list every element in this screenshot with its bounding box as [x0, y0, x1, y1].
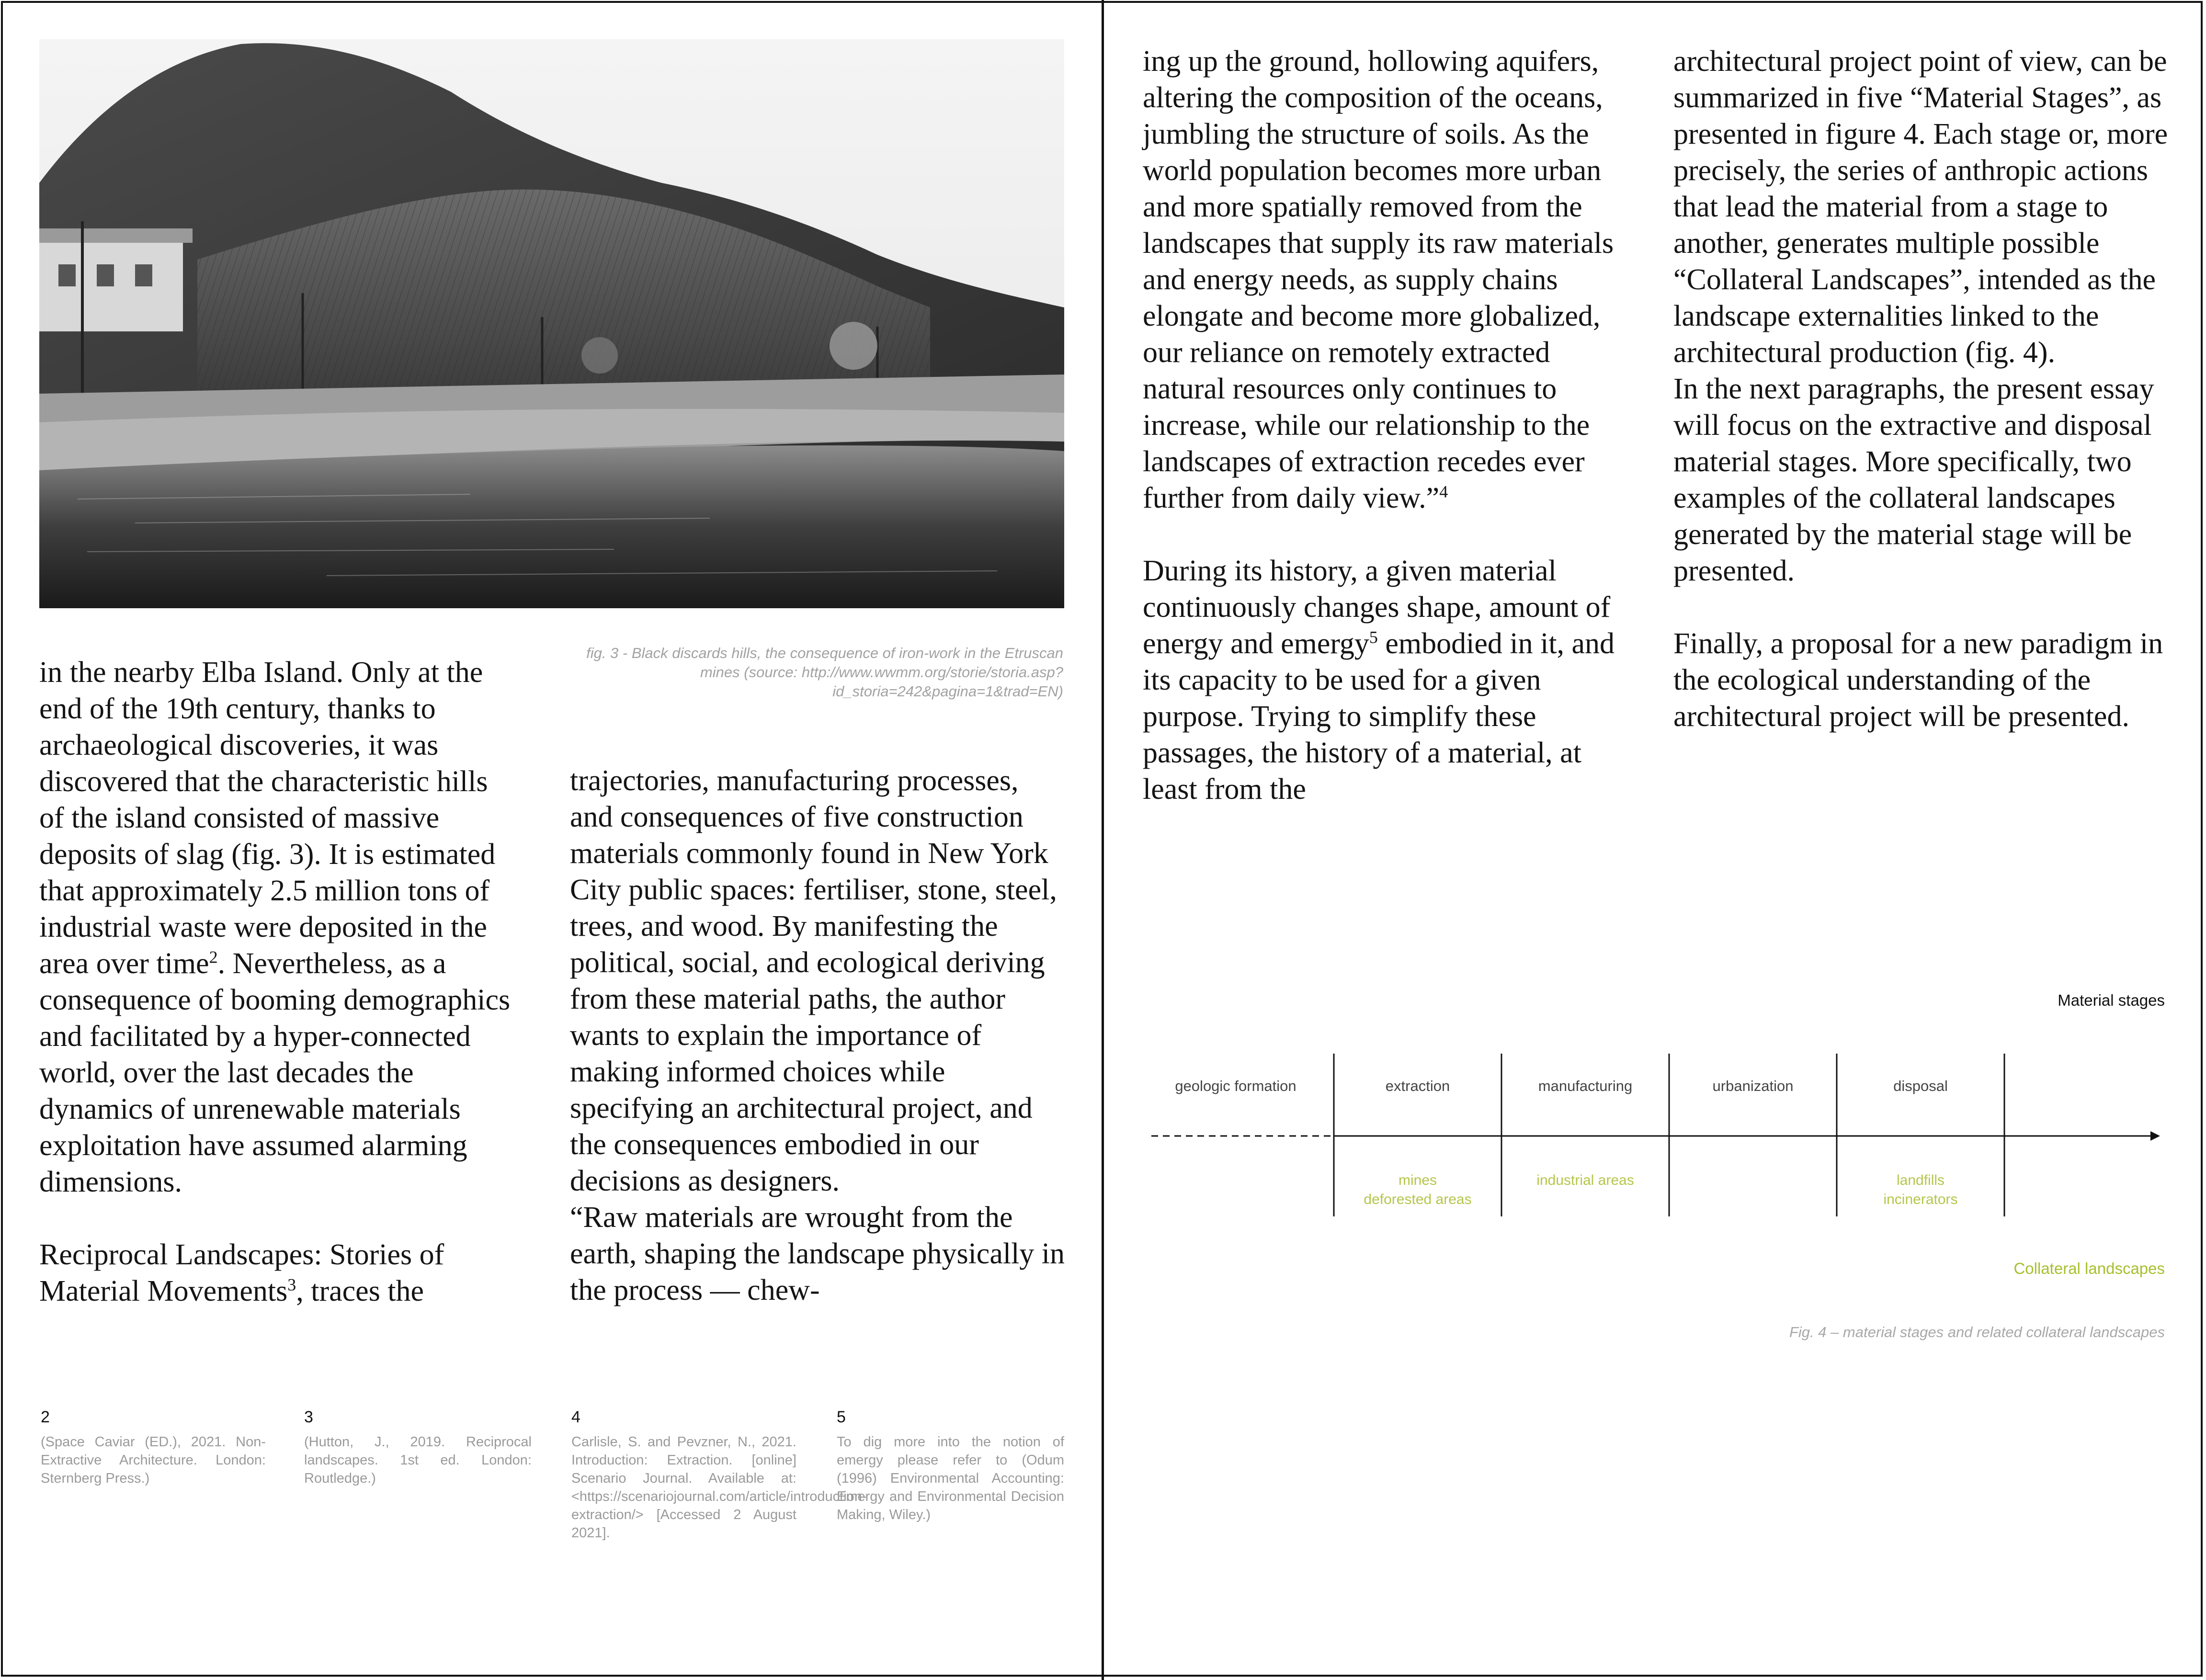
- figure-3-photo: [39, 39, 1064, 608]
- right-col2-paragraph-2: In the next paragraphs, the present essay will focus on the extractive and disposal material stages. More specifically, two examples of the collateral landscapes generated by the material stage will be presented.: [1673, 373, 2154, 587]
- left-col1-p2-text-b: , traces the: [296, 1275, 424, 1307]
- diagram-lines: [1140, 977, 2174, 1341]
- left-col1-paragraph-1: [39, 654, 518, 1200]
- footnote-ref-5: 5: [1369, 627, 1378, 647]
- stage-manufacturing: manufacturing: [1538, 1078, 1633, 1094]
- footnote-text: (Space Caviar (ED.), 2021. Non-Extractive Architecture. London: Sternberg Press.): [41, 1434, 266, 1486]
- footnote-number: 4: [571, 1408, 580, 1426]
- footnote-text: (Hutton, J., 2019. Reciprocal landscapes. 1st ed. London: Routledge.): [304, 1434, 532, 1486]
- stage-urbanization: urbanization: [1712, 1078, 1794, 1094]
- right-page-column-1: [1143, 43, 1638, 807]
- footnote-number: 5: [837, 1408, 846, 1426]
- footnote-text: Carlisle, S. and Pevzner, N., 2021. Introduction: Extraction. [online] Scenario Journal. Available at: <https://scenariojournal.com/article/introduction-extraction/> [Accessed 2 August 2021].: [571, 1434, 867, 1541]
- footnote-text: To dig more into the notion of emergy please refer to (Odum (1996) Environmental Accounting: Emergy and Environmental Decision Making, Wiley.): [837, 1434, 1064, 1522]
- right-col1-paragraph-2: [1143, 553, 1638, 807]
- left-col1-p1-text: in the nearby Elba Island. Only at the end of the 19th century, thanks to archaeological discoveries, it was discovered that the characteristic hills of the island consisted of massive deposits of slag (fig. 3). It is estimated that approximately 2.5 million tons of industrial waste were deposited in the area over time: [39, 656, 496, 980]
- left-col1-paragraph-2: [39, 1237, 518, 1309]
- left-col1-p2-text: Reciprocal Landscapes: Stories of Material Movements: [39, 1238, 444, 1307]
- figure-3-caption: fig. 3 - Black discards hills, the consequence of iron-work in the Etruscan mines (source: http://www.wwmm.org/storie/storia.asp?id_storia=242&pagina=1&trad=EN): [586, 645, 1063, 700]
- collateral-disposal: landfills incinerators: [1883, 1172, 1958, 1207]
- page-gutter-divider: [1102, 0, 1104, 1680]
- right-col1-p1-text: ing up the ground, hollowing aquifers, altering the composition of the oceans, jumbling the structure of soils. As the world population becomes more urban and more spatially removed from the landscapes that supply its raw materials and energy needs, as supply chains elongate and become more globalized, our reliance on remotely extracted natural resources only continues to increase, while our relationship to the landscapes of extraction recedes ever further from daily view.”: [1143, 45, 1614, 514]
- figure-4-caption: Fig. 4 – material stages and related collateral landscapes: [1789, 1324, 2165, 1340]
- collateral-manufacturing: industrial areas: [1536, 1172, 1634, 1188]
- right-col2-paragraph-1: architectural project point of view, can be summarized in five “Material Stages”, as presented in figure 4. Each stage or, more precisely, the series of anthropic actions that lead the material from a stage to another, generates multiple possible “Collateral Landscapes”, intended as the landscape externalities linked to the architectural production (fig. 4).: [1673, 45, 2168, 369]
- footnote-number: 2: [41, 1408, 50, 1426]
- stage-extraction: extraction: [1385, 1078, 1450, 1094]
- right-col2-paragraph-3: Finally, a proposal for a new paradigm in the ecological understanding of the architectural project will be presented.: [1673, 627, 2163, 733]
- left-col2-paragraph-2: “Raw materials are wrought from the earth, shaping the landscape physically in the process — chew-: [570, 1201, 1065, 1306]
- left-col1-p1-text-b: . Nevertheless, as a consequence of booming demographics and facilitated by a hyper-connected world, over the last decades the dynamics of unrenewable materials exploitation have assumed alarming dimensions.: [39, 947, 511, 1198]
- diagram-title: Material stages: [2058, 991, 2165, 1009]
- collateral-extraction: mines deforested areas: [1364, 1172, 1472, 1207]
- right-col1-paragraph-1: [1143, 43, 1638, 516]
- right-col1-p2-text-b: embodied in it, and its capacity to be used for a given purpose. Trying to simplify these passages, the history of a material, at least from the: [1143, 627, 1615, 806]
- collateral-landscapes-title: Collateral landscapes: [2013, 1260, 2165, 1277]
- footnote-ref-2: 2: [209, 947, 218, 967]
- timeline-arrowhead: [2150, 1131, 2160, 1141]
- right-page-column-2: [1673, 43, 2172, 735]
- stage-disposal: disposal: [1893, 1078, 1948, 1094]
- footnote-ref-4: 4: [1439, 482, 1448, 501]
- footnote-number: 3: [304, 1408, 313, 1426]
- footnote-ref-3: 3: [287, 1275, 296, 1294]
- stage-geologic-formation: geologic formation: [1175, 1078, 1296, 1094]
- left-page-column-2: [570, 762, 1068, 1308]
- figure-4-diagram: [1140, 977, 2174, 1341]
- left-page-column-1: [39, 654, 518, 1309]
- right-col1-p2-text: During its history, a given material continuously changes shape, amount of energy and emergy: [1143, 555, 1611, 660]
- left-col2-paragraph-1: trajectories, manufacturing processes, and consequences of five construction materials commonly found in New York City public spaces: fertiliser, stone, steel, trees, and wood. By manifesting the political, social, and ecological deriving from these material paths, the author wants to explain the importance of making informed choices while specifying an architectural project, and the consequences embodied in our decisions as designers.: [570, 764, 1057, 1197]
